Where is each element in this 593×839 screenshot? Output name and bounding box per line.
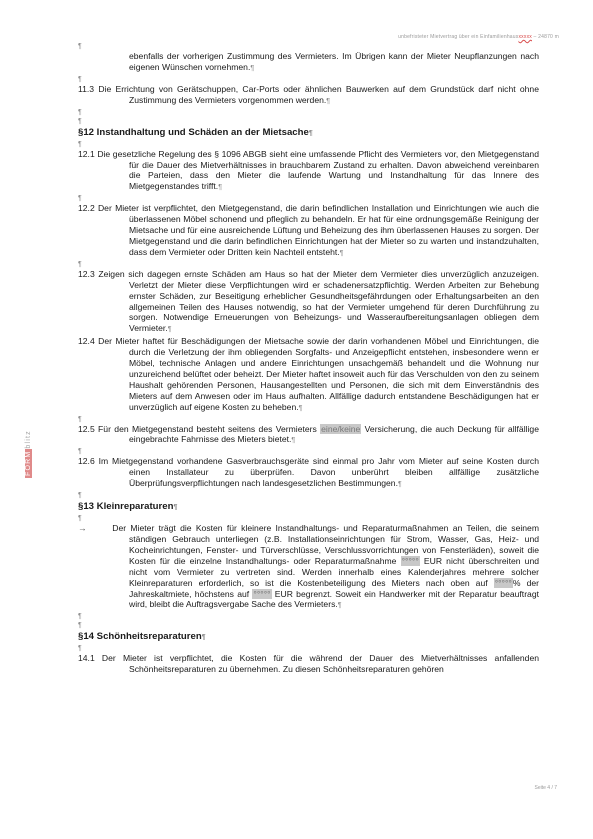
paragraph-mark: ¶ [78,117,82,125]
paragraph-text: 12.1 Die gesetzliche Regelung des § 1096 ABGB sieht eine umfassende Pflicht des Vermieters vor, den Mietgegenstand für die Dauer des Mietverhältnisses in brauchbarem Zustand zu erhalten. Davon abweichend vereinbaren die Parteien, dass den Mieter die laufende Wartung und Instandhaltung für das Innere des Mietgegenstandes trifft. [78,148,539,192]
header-text: unbefristeter Mietvertrag über ein Einfamilienhaus [398,34,519,40]
paragraph-11-3 [78,84,539,108]
paragraph-mark: ¶ [78,260,82,268]
tab-arrow-icon: → [78,523,87,534]
heading-text: §12 Instandhaltung und Schäden an der Mietsache [78,126,309,138]
paragraph-12-4 [78,336,539,414]
paragraph-mark: ¶ [78,448,82,456]
paragraph-text: 12.3 Zeigen sich dagegen ernste Schäden am Haus so hat der Mieter dem Vermieter dies unverzüglich anzuzeigen. Verletzt der Mieter diese Verpflichtungen wird er schadenersatzpflichtig. Werden Arbeiten zur Behebung ernster Schäden, zur Beseitigung erheblicher Gesundheitsgefährdungen oder Erhaltungsarbeiten an den allgemeinen Teilen des Hauses notwendig, so hat der Vermieter umgehend für deren Durchführung zu sorgen. Notwendige Erneuerungen von Beheizungs- und Wasseraufbereitungsanlagen obliegen dem Vermieter. [78,268,539,334]
section-14-heading [78,630,539,644]
paragraph-text: Der Mieter trägt die Kosten für kleinere Instandhaltungs- und Reparaturmaßnahmen an Teilen, die seinem ständigen Gebrauch unterliegen (z.B. Installationseinrichtungen für Strom, Wasser, Gas, Heiz- und Kocheinrichtungen, Fenster- und Türverschlüsse, Verschlussvorrichtungen von Fensterläden), soweit die Kosten für die einzelne Instandhaltungs- oder Reparaturmaßnahme [112,523,539,566]
paragraph-text: 14.1 Der Mieter ist verpflichtet, die Kosten für die während der Dauer des Mietverhältnisses anfallenden Schönheitsreparaturen zu übernehmen. Zu diesen Schönheitsreparaturen gehören [78,653,539,675]
heading-text: §14 Schönheitsreparaturen [78,631,202,643]
paragraph-text: 12.6 Im Mietgegenstand vorhandene Gasverbrauchsgeräte sind einmal pro Jahr vom Mieter auf seine Kosten durch einen Installateur zu überprüfen. Davon unberührt bleiben allfällige zusätzliche Überprüfungsverpflichtungen nach landesgesetzlichen Bestimmungen. [78,456,539,489]
paragraph-mark: ¶ [78,415,82,423]
paragraph-text: EUR nicht überschreiten und nicht vom Vermieter zu vertreten sind. Werden innerhalb eines Kalenderjahres mehrere solcher Kleinreparaturen erforderlich, so ist die Kostenbeteiligung des Mieters nach oben auf [129,555,539,588]
paragraph-12-2 [78,203,539,260]
paragraph-14-1 [78,653,539,675]
formblitz-logo [24,392,38,482]
paragraph-text: 11.3 Die Errichtung von Gerätschuppen, Car-Ports oder ähnlichen Bauwerken auf dem Grundstück darf nicht ohne Zustimmung des Vermieters vorgenommen werden. [78,83,539,105]
paragraph-12-5 [78,424,539,448]
paragraph-11-2-continued [78,51,539,75]
paragraph-text: 12.2 Der Mieter ist verpflichtet, den Mietgegenstand, die darin befindlichen Installation und Einrichtungen wie auch die überlassenen Möbel schonend und pfleglich zu behandeln. Er hat für eine ordnungsgemäße Reinigung der Mietsache und für eine ausreichende Lüftung und Beheizung des ihm überlassenen Hauses zu sorgen. Der Mietgegenstand und die darin befindlichen Einrichtungen hat der Mieter so zu warten und instandzuhalten, dass dem Vermieter oder Dritten kein Nachteil entsteht. [78,203,539,257]
paragraph-mark: ¶ [78,622,82,630]
paragraph-mark: ¶ [78,43,82,50]
paragraph-mark: ¶ [218,184,222,192]
paragraph-mark: ¶ [337,602,342,610]
paragraph-mark: ¶ [78,645,82,653]
paragraph-text: Versicherung, die auch Deckung für allfällige eingebrachte Fahrnisse des Mieters bietet. [129,423,539,445]
paragraph-mark: ¶ [326,97,331,105]
section-13-heading [78,500,539,514]
paragraph-text: 12.5 Für den Mietgegenstand besteht seitens des Vermieters [78,423,321,434]
logo-blitz: blitz [25,430,32,449]
paragraph-12-6 [78,456,539,491]
paragraph-mark: ¶ [291,437,296,445]
paragraph-12-3 [78,269,539,336]
paragraph-mark: ¶ [308,129,313,137]
paragraph-mark: ¶ [339,249,344,257]
paragraph-text: 12.4 Der Mieter haftet für Beschädigungen der Mietsache sowie der darin vorhandenen Möbel und Einrichtungen, die durch die Verletzung der ihm obliegenden Sorgfalts- und Anzeigepflicht entstehen, insbesondere wenn er Möbel, technische Anlagen und andere Einrichtungen unsachgemäß behandelt und die Wohnung nur unzureichend belüftet oder beheizt. Der Mieter haftet insoweit auch für das Verschulden von den zu seinem Haushalt gehörenden Personen, Hausangestellten und Personen, die sich mit dem Einverständnis des Mieters auf dem Anwesen oder im Haus aufhalten. Allfällige dadurch entstandene Beschädigungen hat er unverzüglich auf eigene Kosten zu beheben. [78,336,539,412]
paragraph-mark: ¶ [173,504,178,512]
paragraph-mark: ¶ [167,326,172,334]
section-12-heading [78,126,539,140]
paragraph-mark: ¶ [78,140,82,148]
paragraph-mark: ¶ [397,481,402,489]
page-footer: Seite 4 / 7 [534,785,557,791]
document-body [78,42,539,675]
paragraph-13 [78,523,539,612]
paragraph-mark: ¶ [78,108,82,116]
paragraph-mark: ¶ [250,64,255,72]
paragraph-mark: ¶ [78,515,82,523]
page-header [398,34,559,40]
paragraph-text: ebenfalls der vorherigen Zustimmung des Vermieters. Im Übrigen kann der Mieter Neupflanzungen nach eigenen Wünschen vornehmen. [129,51,539,72]
header-text-suffix: – 24870 m [531,34,559,40]
paragraph-text: EUR begrenzt. Soweit ein Handwerker mit der Reparatur beauftragt wird, bleibt die Auftragsvergabe Sache des Vermieters. [129,588,539,610]
paragraph-text: % der Jahreskaltmiete, höchstens auf [129,577,539,599]
logo-form: FORM [25,450,32,476]
paragraph-mark: ¶ [298,404,303,412]
paragraph-mark: ¶ [78,613,82,621]
form-field-max-total-cost[interactable]: °°°°° [253,588,271,599]
paragraph-mark: ¶ [78,75,82,83]
form-field-max-single-cost[interactable]: °°°°° [401,555,419,566]
paragraph-12-1 [78,149,539,195]
form-field-percent[interactable]: °°°°° [494,577,512,588]
form-field-insurance[interactable]: eine/keine [321,423,361,434]
heading-text: §13 Kleinreparaturen [78,501,174,513]
header-spellcheck-word: xxxxx [518,34,532,40]
paragraph-mark: ¶ [201,634,206,642]
paragraph-mark: ¶ [78,195,82,203]
paragraph-mark: ¶ [78,492,82,500]
